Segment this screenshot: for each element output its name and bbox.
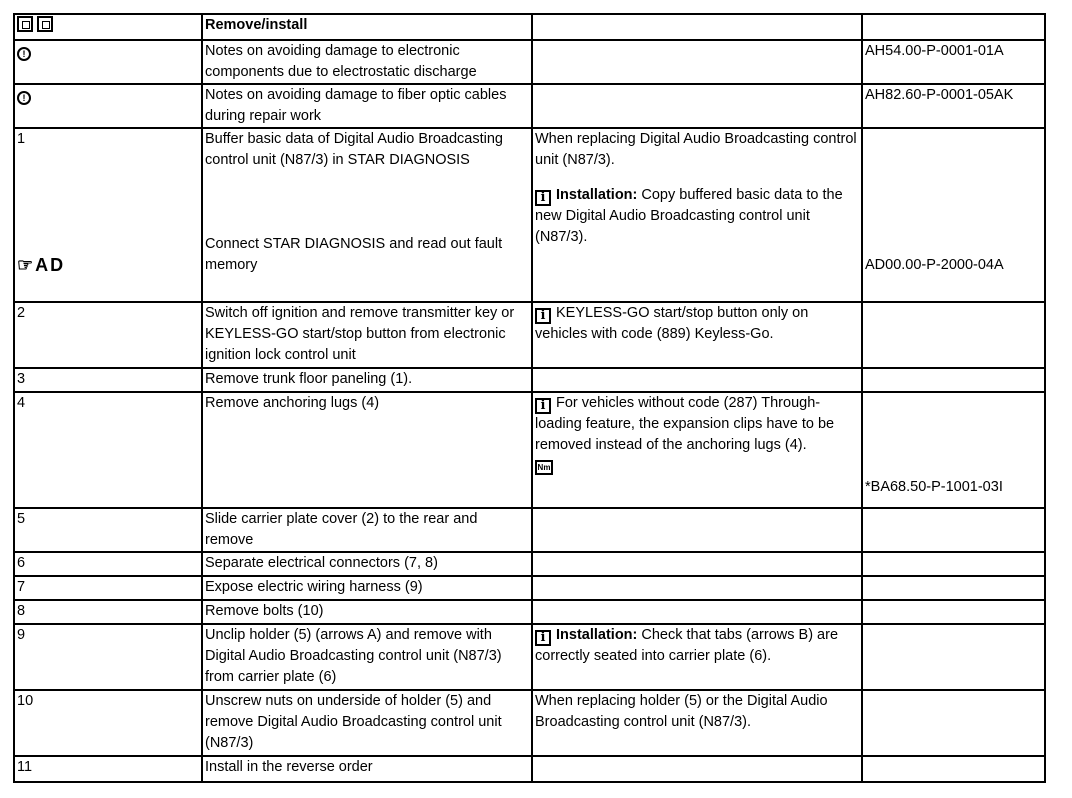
info-note: i Installation: Copy buffered basic data to the new Digital Audio Broadcasting control unit (N87/3). <box>535 187 843 245</box>
reference-link[interactable] <box>862 302 1045 368</box>
table-row <box>14 40 1045 84</box>
table-row <box>14 690 1045 756</box>
fiber-warning-icon: ! <box>17 91 31 105</box>
sub-action-text: Connect STAR DIAGNOSIS and read out fault memory <box>205 236 503 273</box>
reference-link[interactable] <box>862 508 1045 552</box>
step-number: 10 <box>14 690 202 756</box>
header-empty <box>532 14 862 40</box>
reference-link[interactable] <box>862 368 1045 392</box>
info-note: i KEYLESS-GO start/stop button only on vehicles with code (889) Keyless-Go. <box>532 302 862 368</box>
note-text <box>532 576 862 600</box>
step-number: 7 <box>14 576 202 600</box>
step-number: 8 <box>14 600 202 624</box>
collapse-icon[interactable] <box>37 16 53 32</box>
procedure-table <box>13 13 1046 783</box>
table-row <box>14 756 1045 782</box>
reference-link[interactable]: AD00.00-P-2000-04A <box>865 257 1004 273</box>
info-note: i For vehicles without code (287) Through-loading feature, the expansion clips have to be removed instead of the anchoring lugs (4). <box>535 395 835 453</box>
step-number: 1 <box>17 131 26 147</box>
info-icon: i <box>535 630 551 646</box>
expand-icon[interactable] <box>17 16 33 32</box>
action-text: Buffer basic data of Digital Audio Broadcasting control unit (N87/3) in STAR DIAGNOSIS <box>205 131 503 168</box>
reference-link[interactable] <box>862 690 1045 756</box>
table-row <box>14 624 1045 690</box>
action-text: Unscrew nuts on underside of holder (5) and remove Digital Audio Broadcasting control unit (N87/3) <box>202 690 532 756</box>
note-text <box>532 552 862 576</box>
table-header-row <box>14 14 1045 40</box>
note-text <box>532 40 862 84</box>
step-number: 4 <box>14 392 202 508</box>
table-row <box>14 128 1045 302</box>
reference-link[interactable]: AH54.00-P-0001-01A <box>862 40 1045 84</box>
step-number: 2 <box>14 302 202 368</box>
table-row <box>14 600 1045 624</box>
reference-link[interactable]: AH82.60-P-0001-05AK <box>862 84 1045 128</box>
action-text: Remove bolts (10) <box>202 600 532 624</box>
info-note: i Installation: Check that tabs (arrows B) are correctly seated into carrier plate (6). <box>532 624 862 690</box>
table-row <box>14 576 1045 600</box>
table-row <box>14 84 1045 128</box>
table-row <box>14 508 1045 552</box>
table-row <box>14 302 1045 368</box>
torque-icon: Nm <box>535 460 553 475</box>
star-diagnosis-icon: ☞AD <box>17 255 66 275</box>
action-text: Expose electric wiring harness (9) <box>202 576 532 600</box>
reference-link[interactable] <box>862 756 1045 782</box>
step-number: 6 <box>14 552 202 576</box>
action-text: Unclip holder (5) (arrows A) and remove with Digital Audio Broadcasting control unit (N87/3) from carrier plate (6) <box>202 624 532 690</box>
info-icon: i <box>535 308 551 324</box>
action-text: Slide carrier plate cover (2) to the rear and remove <box>202 508 532 552</box>
step-number: 11 <box>14 756 202 782</box>
header-icon-cell <box>14 14 202 40</box>
action-text: Remove anchoring lugs (4) <box>202 392 532 508</box>
step-number: 5 <box>14 508 202 552</box>
reference-link[interactable] <box>862 552 1045 576</box>
action-text: Switch off ignition and remove transmitter key or KEYLESS-GO start/stop button from electronic ignition lock control unit <box>202 302 532 368</box>
table-row <box>14 552 1045 576</box>
note-text: When replacing holder (5) or the Digital Audio Broadcasting control unit (N87/3). <box>532 690 862 756</box>
note-text <box>532 600 862 624</box>
note-text: When replacing Digital Audio Broadcasting control unit (N87/3). <box>535 131 857 168</box>
note-text <box>532 756 862 782</box>
step-number: 9 <box>14 624 202 690</box>
info-icon: i <box>535 190 551 206</box>
step-number: 3 <box>14 368 202 392</box>
table-row <box>14 368 1045 392</box>
reference-link[interactable] <box>862 576 1045 600</box>
table-row <box>14 392 1045 508</box>
header-title: Remove/install <box>202 14 532 40</box>
reference-link[interactable]: *BA68.50-P-1001-03I <box>865 479 1003 495</box>
note-text <box>532 368 862 392</box>
action-text: Remove trunk floor paneling (1). <box>202 368 532 392</box>
action-text: Separate electrical connectors (7, 8) <box>202 552 532 576</box>
note-text <box>532 508 862 552</box>
esd-warning-icon: ! <box>17 47 31 61</box>
action-text: Notes on avoiding damage to electronic components due to electrostatic discharge <box>202 40 532 84</box>
action-text: Notes on avoiding damage to fiber optic cables during repair work <box>202 84 532 128</box>
info-icon: i <box>535 398 551 414</box>
note-text <box>532 84 862 128</box>
header-empty <box>862 14 1045 40</box>
reference-link[interactable] <box>862 600 1045 624</box>
action-text: Install in the reverse order <box>202 756 532 782</box>
reference-link[interactable] <box>862 624 1045 690</box>
